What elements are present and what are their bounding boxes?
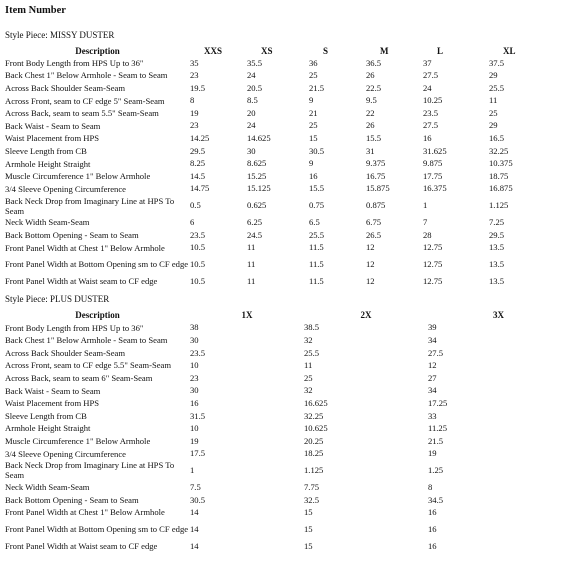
measurement-value: 13.5 [489, 242, 505, 253]
measurement-value: 7.5 [190, 481, 201, 492]
table-row [5, 216, 569, 229]
measurement-value: 11 [247, 259, 256, 270]
measurement-value: 11.25 [428, 423, 448, 434]
measurement-value: 37.5 [489, 57, 505, 68]
measurement-value: 30.5 [190, 494, 206, 505]
measurement-value: 23 [190, 120, 199, 131]
measurement-value: 27.5 [423, 120, 439, 131]
measurement-value: 16.875 [489, 183, 513, 194]
table-row [5, 422, 569, 435]
measurement-description: Armhole Height Straight [5, 158, 91, 169]
table-row [5, 254, 569, 275]
table-row [5, 107, 569, 120]
measurement-value: 10 [190, 423, 199, 434]
measurement-value: 36 [309, 57, 318, 68]
measurement-value: 15 [304, 540, 313, 551]
measurement-value: 19 [190, 435, 199, 446]
measurement-value: 29.5 [489, 229, 505, 240]
measurement-value: 12 [366, 242, 375, 253]
measurement-description: Front Panel Width at Bottom Opening sm to CF edge [5, 524, 189, 535]
measurement-value: 29 [489, 70, 498, 81]
table-row [5, 145, 569, 158]
table-row [5, 540, 569, 553]
measurement-value: 11.5 [309, 275, 324, 286]
measurement-value: 16.75 [366, 170, 386, 181]
measurement-value: 38.5 [304, 322, 320, 333]
missy-size-header: M [380, 45, 389, 56]
measurement-value: 30 [190, 335, 199, 345]
measurement-value: 8.5 [247, 95, 258, 106]
measurement-description: Back Chest 1" Below Armhole - Seam to Seam [5, 335, 168, 346]
measurement-value: 20.5 [247, 82, 263, 93]
measurement-value: 12 [366, 275, 375, 286]
plus-size-table [5, 310, 569, 552]
measurement-value: 13.5 [489, 259, 505, 270]
measurement-value: 12.75 [423, 259, 443, 270]
measurement-value: 16 [428, 507, 437, 518]
measurement-description: Front Panel Width at Bottom Opening sm to CF edge [5, 259, 189, 270]
measurement-value: 15.125 [247, 183, 271, 194]
measurement-value: 15.875 [366, 183, 390, 194]
measurement-value: 11.5 [309, 259, 324, 270]
table-row [5, 460, 569, 481]
measurement-value: 27 [428, 372, 437, 383]
missy-style-piece-label: Style Piece: MISSY DUSTER [5, 29, 115, 40]
measurement-value: 35 [190, 57, 199, 68]
table-row [5, 447, 569, 460]
measurement-value: 9 [309, 158, 314, 169]
measurement-value: 16 [428, 523, 437, 534]
measurement-value: 34.5 [428, 494, 444, 505]
measurement-value: 10.5 [190, 259, 206, 270]
measurement-value: 6.5 [309, 217, 320, 228]
measurement-description: Across Front, seam to CF edge 5.5" Seam-Seam [5, 360, 172, 371]
measurement-value: 15 [304, 507, 313, 518]
measurement-description: Across Back Shoulder Seam-Seam [5, 347, 126, 358]
measurement-value: 11 [304, 360, 313, 371]
measurement-value: 35.5 [247, 57, 263, 68]
measurement-description: Across Back, seam to seam 5.5" Seam-Seam [5, 108, 159, 119]
table-row [5, 229, 569, 242]
measurement-value: 15.5 [366, 133, 382, 144]
measurement-value: 29 [489, 120, 498, 131]
measurement-description: Across Front, seam to CF edge 5" Seam-Seam [5, 95, 165, 106]
measurement-value: 10.375 [489, 158, 513, 169]
measurement-description: Front Panel Width at Chest 1" Below Armhole [5, 242, 165, 253]
table-row [5, 170, 569, 183]
measurement-value: 9.375 [366, 158, 386, 169]
measurement-value: 1.25 [428, 465, 444, 476]
measurement-value: 10.25 [423, 95, 443, 106]
measurement-value: 14.75 [190, 183, 210, 194]
measurement-value: 26.5 [366, 229, 382, 240]
measurement-value: 23.5 [190, 347, 206, 358]
measurement-value: 39 [428, 322, 437, 333]
measurement-value: 22 [366, 107, 375, 118]
missy-size-table [5, 46, 569, 288]
table-row [5, 384, 569, 397]
measurement-description: Neck Width Seam-Seam [5, 217, 90, 228]
measurement-value: 20.25 [304, 435, 324, 446]
measurement-value: 17.5 [190, 448, 206, 459]
table-row [5, 334, 569, 347]
measurement-value: 21.5 [428, 435, 444, 446]
measurement-value: 11 [247, 275, 256, 286]
measurement-value: 15.5 [309, 183, 325, 194]
measurement-description: Back Neck Drop from Imaginary Line at HPS To Seam [5, 460, 175, 481]
measurement-description: Front Body Length from HPS Up to 36" [5, 57, 144, 68]
measurement-value: 0.5 [190, 200, 201, 211]
measurement-value: 24 [247, 70, 256, 81]
measurement-value: 32.25 [304, 410, 324, 421]
measurement-description: Front Panel Width at Chest 1" Below Armhole [5, 507, 165, 518]
missy-size-header: XS [261, 45, 273, 56]
measurement-value: 32 [304, 385, 313, 396]
measurement-description: Across Back, seam to seam 6" Seam-Seam [5, 373, 153, 384]
measurement-description: Back Waist - Seam to Seam [5, 120, 101, 131]
measurement-value: 24.5 [247, 229, 263, 240]
measurement-value: 8 [428, 481, 433, 492]
table-row [5, 506, 569, 519]
measurement-value: 12.75 [423, 242, 443, 253]
measurement-value: 15 [304, 523, 313, 534]
measurement-value: 27.5 [423, 70, 439, 81]
measurement-value: 14.5 [190, 170, 206, 181]
measurement-value: 8.625 [247, 158, 267, 169]
measurement-value: 12 [428, 360, 437, 371]
measurement-description: Front Body Length from HPS Up to 36" [5, 322, 144, 333]
measurement-value: 23.5 [423, 107, 439, 118]
table-row [5, 182, 569, 195]
measurement-value: 1.125 [489, 200, 509, 211]
measurement-description: Sleeve Length from CB [5, 145, 87, 156]
measurement-value: 13.5 [489, 275, 505, 286]
measurement-description: Waist Placement from HPS [5, 398, 100, 409]
measurement-description: Waist Placement from HPS [5, 133, 100, 144]
measurement-value: 38 [190, 322, 199, 333]
measurement-description: Back Chest 1" Below Armhole - Seam to Seam [5, 70, 168, 81]
measurement-value: 0.875 [366, 200, 386, 211]
measurement-value: 8 [190, 95, 195, 106]
table-row [5, 119, 569, 132]
measurement-value: 1 [190, 465, 195, 476]
measurement-value: 1 [423, 200, 428, 211]
measurement-description: Armhole Height Straight [5, 423, 91, 434]
table-row [5, 519, 569, 540]
measurement-value: 29.5 [190, 145, 206, 156]
measurement-value: 6 [190, 217, 195, 228]
measurement-value: 32 [304, 335, 313, 345]
plus-description-header: Description [75, 310, 120, 321]
table-row [5, 359, 569, 372]
measurement-value: 30 [190, 385, 199, 396]
measurement-description: Muscle Circumference 1" Below Armhole [5, 171, 151, 182]
measurement-value: 24 [247, 120, 256, 131]
plus-style-piece-label: Style Piece: PLUS DUSTER [5, 294, 110, 305]
measurement-value: 10.5 [190, 242, 206, 253]
plus-size-header: 2X [360, 310, 372, 321]
plus-size-header: 3X [493, 310, 504, 321]
table-row [5, 410, 569, 423]
measurement-value: 0.75 [309, 200, 325, 211]
measurement-value: 32.25 [489, 145, 509, 156]
measurement-value: 26 [366, 120, 375, 131]
measurement-value: 22.5 [366, 82, 382, 93]
measurement-value: 9.5 [366, 95, 377, 106]
table-row [5, 57, 569, 70]
table-row [5, 275, 569, 288]
measurement-value: 28 [423, 229, 432, 240]
measurement-value: 20 [247, 107, 256, 118]
measurement-description: Muscle Circumference 1" Below Armhole [5, 436, 151, 447]
measurement-value: 0.625 [247, 200, 267, 211]
measurement-value: 18.25 [304, 448, 324, 459]
measurement-value: 14 [190, 540, 199, 551]
measurement-value: 21 [309, 107, 318, 118]
table-row [5, 435, 569, 448]
missy-header-row [5, 46, 569, 57]
measurement-value: 25.5 [489, 82, 505, 93]
table-row [5, 69, 569, 82]
missy-size-header: XL [503, 45, 516, 56]
spec-sheet [5, 6, 573, 552]
measurement-value: 34 [428, 335, 437, 345]
measurement-value: 31 [366, 145, 375, 156]
measurement-value: 17.75 [423, 170, 443, 181]
measurement-value: 14 [190, 507, 199, 518]
missy-size-header: XXS [204, 45, 223, 56]
table-row [5, 82, 569, 95]
measurement-value: 16 [423, 133, 432, 144]
missy-description-header: Description [75, 45, 120, 56]
measurement-value: 9.875 [423, 158, 443, 169]
table-row [5, 347, 569, 360]
plus-header-row [5, 310, 569, 321]
measurement-value: 16.375 [423, 183, 447, 194]
measurement-description: 3/4 Sleeve Opening Circumference [5, 448, 126, 459]
measurement-value: 11.5 [309, 242, 324, 253]
measurement-value: 21.5 [309, 82, 325, 93]
measurement-description: Front Panel Width at Waist seam to CF edge [5, 541, 158, 552]
measurement-value: 11 [247, 242, 256, 253]
measurement-value: 25.5 [304, 347, 320, 358]
table-row [5, 132, 569, 145]
measurement-value: 15.25 [247, 170, 267, 181]
measurement-value: 25.5 [309, 229, 325, 240]
item-number-title: Item Number [5, 5, 66, 16]
measurement-value: 23 [190, 70, 199, 81]
measurement-value: 15 [309, 133, 318, 144]
measurement-value: 16 [190, 397, 199, 408]
measurement-value: 32.5 [304, 494, 320, 505]
measurement-value: 36.5 [366, 57, 382, 68]
missy-size-header: L [437, 45, 444, 56]
measurement-value: 31.625 [423, 145, 447, 156]
measurement-value: 16.625 [304, 397, 328, 408]
measurement-value: 7 [423, 217, 428, 228]
measurement-value: 25 [304, 372, 313, 383]
measurement-description: Back Neck Drop from Imaginary Line at HPS To Seam [5, 195, 175, 216]
table-row [5, 481, 569, 494]
measurement-value: 25 [309, 120, 318, 131]
measurement-value: 23 [190, 372, 199, 383]
measurement-value: 19 [428, 448, 437, 459]
measurement-value: 16 [309, 170, 318, 181]
measurement-value: 19.5 [190, 82, 206, 93]
measurement-value: 16 [428, 540, 437, 551]
table-row [5, 195, 569, 216]
table-row [5, 321, 569, 334]
measurement-value: 26 [366, 70, 375, 81]
measurement-value: 7.25 [489, 217, 505, 228]
measurement-value: 14.25 [190, 133, 210, 144]
measurement-value: 31.5 [190, 410, 206, 421]
measurement-value: 10 [190, 360, 199, 371]
table-row [5, 94, 569, 107]
measurement-value: 19 [190, 107, 199, 118]
measurement-value: 14.625 [247, 133, 271, 144]
measurement-value: 25 [489, 107, 498, 118]
measurement-value: 25 [309, 70, 318, 81]
measurement-description: Across Back Shoulder Seam-Seam [5, 82, 126, 93]
measurement-description: Sleeve Length from CB [5, 410, 87, 421]
measurement-value: 17.25 [428, 397, 448, 408]
measurement-value: 27.5 [428, 347, 444, 358]
measurement-value: 9 [309, 95, 314, 106]
measurement-value: 23.5 [190, 229, 206, 240]
measurement-description: Back Bottom Opening - Seam to Seam [5, 229, 139, 240]
plus-size-header: 1X [241, 310, 253, 321]
measurement-description: Neck Width Seam-Seam [5, 482, 90, 493]
measurement-value: 10.5 [190, 275, 206, 286]
measurement-value: 11 [489, 95, 498, 106]
table-row [5, 494, 569, 507]
measurement-value: 37 [423, 57, 432, 68]
measurement-description: 3/4 Sleeve Opening Circumference [5, 183, 126, 194]
measurement-value: 30.5 [309, 145, 325, 156]
measurement-description: Front Panel Width at Waist seam to CF edge [5, 276, 158, 287]
table-row [5, 397, 569, 410]
measurement-value: 24 [423, 82, 432, 93]
measurement-value: 30 [247, 145, 256, 156]
measurement-description: Back Bottom Opening - Seam to Seam [5, 494, 139, 505]
measurement-value: 14 [190, 523, 199, 534]
measurement-value: 12 [366, 259, 375, 270]
measurement-value: 6.75 [366, 217, 382, 228]
missy-size-header: S [323, 45, 329, 56]
measurement-value: 34 [428, 385, 437, 396]
measurement-value: 10.625 [304, 423, 328, 434]
measurement-description: Back Waist - Seam to Seam [5, 385, 101, 396]
measurement-value: 6.25 [247, 217, 263, 228]
measurement-value: 7.75 [304, 481, 320, 492]
measurement-value: 16.5 [489, 133, 505, 144]
measurement-value: 1.125 [304, 465, 324, 476]
measurement-value: 18.75 [489, 170, 509, 181]
measurement-value: 12.75 [423, 275, 443, 286]
measurement-value: 33 [428, 410, 437, 421]
table-row [5, 241, 569, 254]
table-row [5, 372, 569, 385]
measurement-value: 8.25 [190, 158, 206, 169]
table-row [5, 157, 569, 170]
